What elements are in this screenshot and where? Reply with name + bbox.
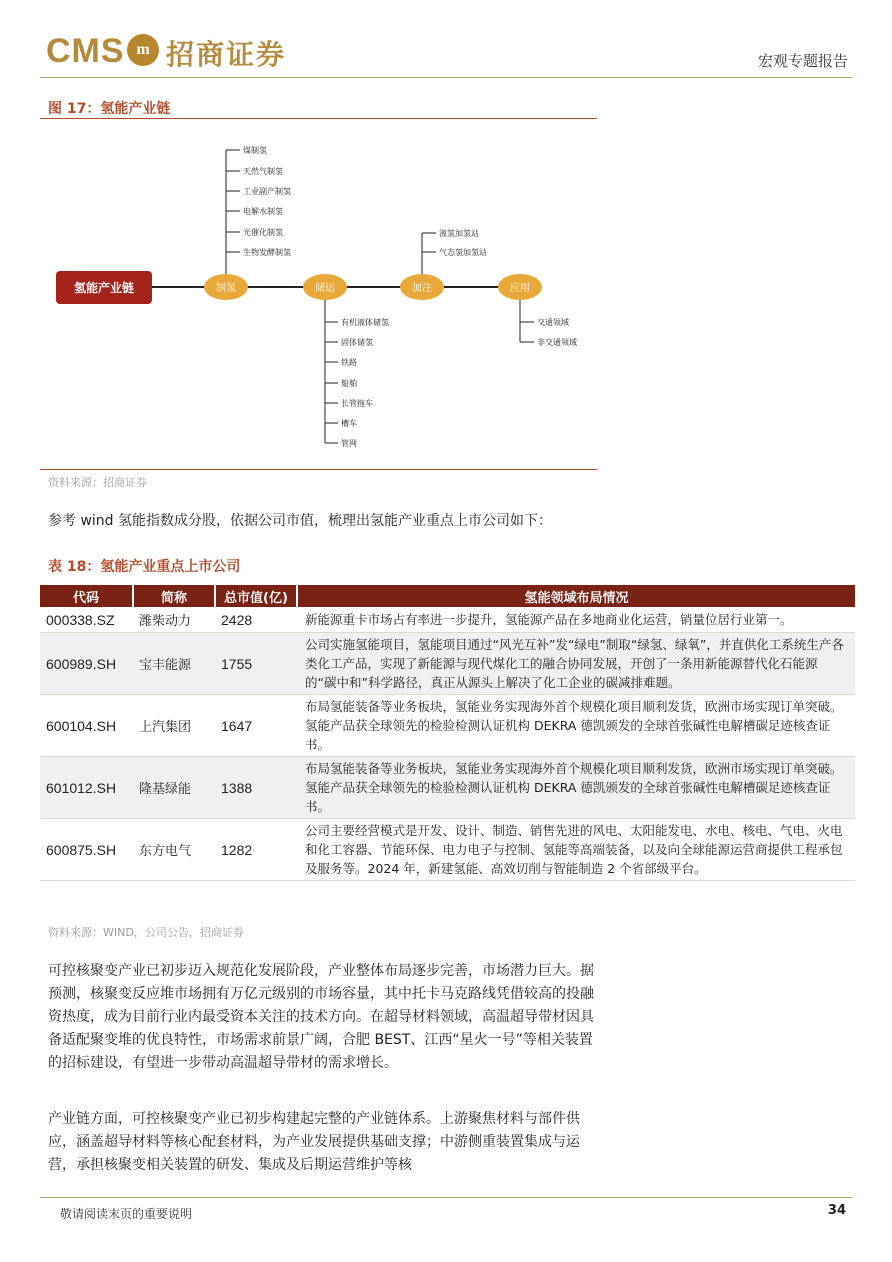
stage-label: 制氢 [216, 283, 236, 294]
table-row [40, 633, 855, 695]
figure-source: 资料来源：招商证券 [48, 476, 147, 489]
production-item: 电解水制氢 [243, 207, 283, 216]
storage-item: 管网 [341, 439, 357, 448]
cell-market-cap: 1388 [215, 757, 297, 819]
logo-badge-icon: m [127, 34, 159, 66]
storage-item: 有机液体储氢 [341, 318, 389, 327]
logo-chinese-name: 招商证券 [166, 38, 287, 71]
production-item: 天然气制氢 [243, 167, 283, 176]
cell-name: 宝丰能源 [133, 633, 215, 695]
cell-market-cap: 2428 [215, 607, 297, 633]
stage-label: 加注 [412, 283, 432, 294]
storage-item: 船舶 [341, 379, 357, 388]
body-paragraph: 可控核聚变产业已初步迈入规范化发展阶段，产业整体布局逐步完善，市场潜力巨大。据预测，核聚变反应堆市场拥有万亿元级别的市场容量，其中托卡马克路线凭借较高的投融资热度，成为目前行业内最受资本关注的技术方向。在超导材料领域，高温超导带材因具备适配聚变堆的优良特性，市场需求前景广阔，合肥 BEST、江西“星火一号”等相关装置的招标建设，有望进一步带动高温超导带材的需求增长。 [48, 963, 594, 1071]
cell-description: 公司实施氢能项目，氢能项目通过“风光互补”发“绿电”制取“绿氢、绿氧”，并直供化工系统生产各类化工产品，实现了新能源与现代煤化工的融合协同发展，开创了一条用新能源替代化石能源的“碳中和”科学路径，真正从源头上解决了化工企业的碳减排难题。 [297, 633, 855, 695]
table-header-cell: 简称 [133, 585, 215, 607]
cell-name: 东方电气 [133, 819, 215, 881]
refuel-item: 液氢加氢站 [439, 229, 479, 238]
table-title: 表 18：氢能产业重点上市公司 [48, 559, 241, 575]
figure-top-rule [40, 118, 597, 119]
cell-code: 000338.SZ [40, 607, 133, 633]
production-item: 光催化制氢 [243, 228, 283, 237]
cell-code: 601012.SH [40, 757, 133, 819]
table-header-row [40, 585, 855, 607]
stage-label: 应用 [510, 283, 530, 294]
stage-label: 储运 [315, 283, 335, 294]
table-header-cell: 代码 [40, 585, 133, 607]
root-node-label: 氢能产业链 [73, 281, 135, 295]
stage-node-production [204, 274, 248, 300]
production-item: 工业副产制氢 [243, 187, 291, 196]
figure-bottom-rule [40, 469, 597, 470]
table-header-cell: 氢能领域布局情况 [297, 585, 855, 607]
report-type: 宏观专题报告 [757, 52, 848, 70]
cell-code: 600104.SH [40, 695, 133, 757]
cell-code: 600875.SH [40, 819, 133, 881]
table-source: 资料来源：WIND，公司公告，招商证券 [48, 926, 244, 939]
table-row [40, 607, 855, 633]
hydrogen-chain-diagram [40, 130, 600, 460]
figure-title: 图 17：氢能产业链 [48, 101, 171, 117]
body-paragraph: 产业链方面，可控核聚变产业已初步构建起完整的产业链体系。上游聚焦材料与部件供应，涵盖超导材料等核心配套材料，为产业发展提供基础支撑；中游侧重装置集成与运营，承担核聚变相关装置的研发、集成及后期运营维护等核 [48, 1111, 580, 1173]
page-number: 34 [827, 1203, 846, 1218]
cell-name: 潍柴动力 [133, 607, 215, 633]
logo-text: CMS [46, 32, 125, 70]
storage-item: 铁路 [341, 358, 357, 367]
cell-description: 布局氢能装备等业务板块，氢能业务实现海外首个规模化项目顺利发货，欧洲市场实现订单突破。氢能产品获全球领先的检验检测认证机构 DEKRA 德凯颁发的全球首张碱性电解槽碳足迹核查证书。 [297, 757, 855, 819]
table-header-cell: 总市值(亿) [215, 585, 297, 607]
table-row [40, 819, 855, 881]
application-item: 交通领域 [537, 318, 569, 327]
table-row [40, 695, 855, 757]
company-table [40, 585, 855, 881]
cell-description: 布局氢能装备等业务板块，氢能业务实现海外首个规模化项目顺利发货，欧洲市场实现订单突破。氢能产品获全球领先的检验检测认证机构 DEKRA 德凯颁发的全球首张碱性电解槽碳足迹核查证书。 [297, 695, 855, 757]
stage-node-refuel [400, 274, 444, 300]
storage-item: 槽车 [341, 419, 357, 428]
cell-market-cap: 1755 [215, 633, 297, 695]
intro-paragraph: 参考 wind 氢能指数成分股，依据公司市值，梳理出氢能产业重点上市公司如下： [48, 513, 552, 529]
cell-name: 上汽集团 [133, 695, 215, 757]
storage-item: 长管拖车 [341, 399, 373, 408]
production-item: 煤制氢 [243, 146, 267, 155]
table-row [40, 757, 855, 819]
stage-node-storage [303, 274, 347, 300]
header-divider [40, 77, 852, 78]
cell-market-cap: 1647 [215, 695, 297, 757]
footer-divider [40, 1197, 852, 1198]
production-item: 生物发酵制氢 [243, 248, 291, 257]
application-item: 非交通领域 [537, 338, 577, 347]
cell-description: 公司主要经营模式是开发、设计、制造、销售先进的风电、太阳能发电、水电、核电、气电、火电和化工容器、节能环保、电力电子与控制、氢能等高端装备，以及向全球能源运营商提供工程承包及服务等。2024 年，新建氢能、高效切削与智能制造 2 个省部级平台。 [297, 819, 855, 881]
cell-market-cap: 1282 [215, 819, 297, 881]
cell-description: 新能源重卡市场占有率进一步提升，氢能源产品在多地商业化运营，销量位居行业第一。 [297, 607, 855, 633]
cell-name: 隆基绿能 [133, 757, 215, 819]
footer-disclaimer: 敬请阅读末页的重要说明 [60, 1207, 193, 1221]
refuel-item: 气态氢加氢站 [439, 248, 487, 257]
stage-node-application [498, 274, 542, 300]
cell-code: 600989.SH [40, 633, 133, 695]
storage-item: 固体储氢 [341, 338, 373, 347]
